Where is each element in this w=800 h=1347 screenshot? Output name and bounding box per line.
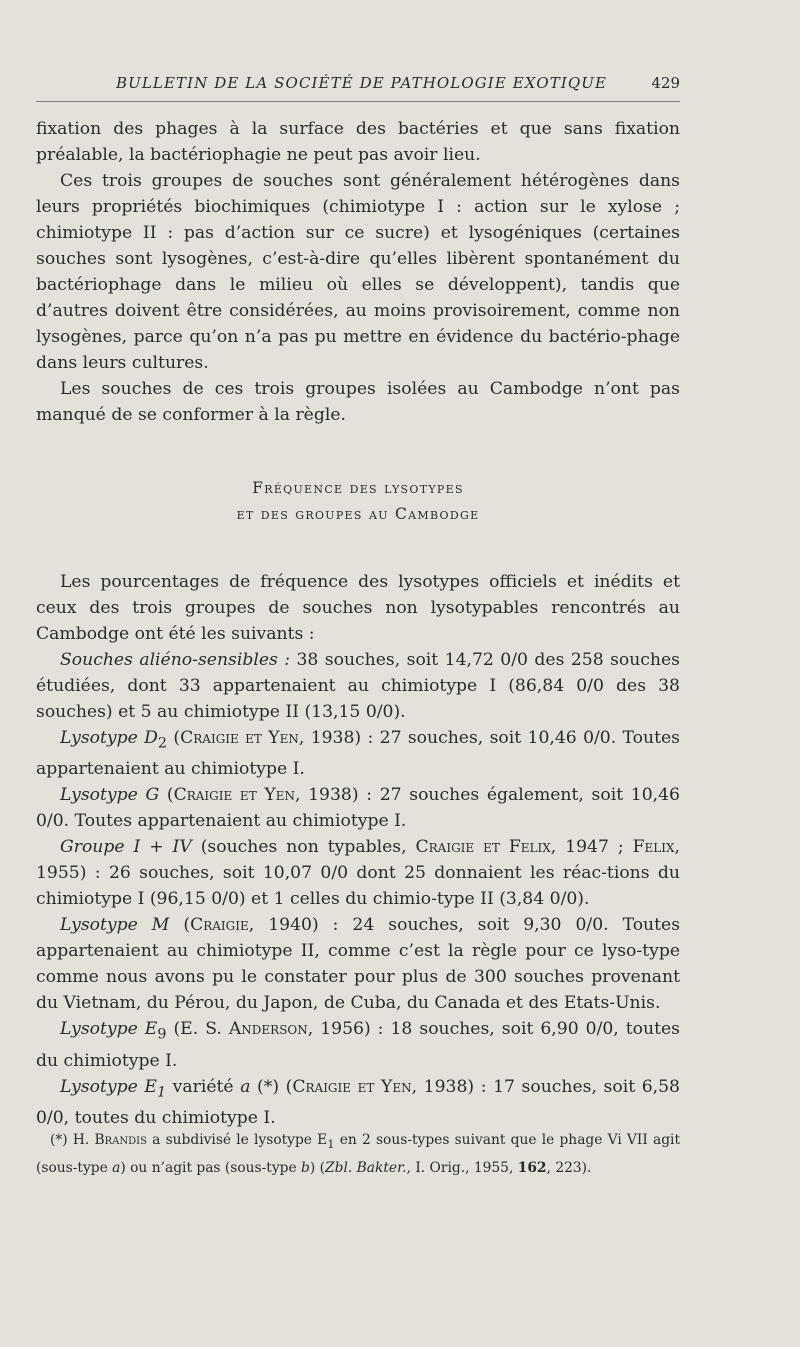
entry-author: Craigie [190, 915, 249, 936]
section-heading-line2: et des groupes au Cambodge [236, 505, 480, 523]
entry-text: , 1938) : 27 souches également, soit 10,46 0/0. Toutes appartenaient au chimiotype I. [36, 785, 680, 832]
entry-author: Craigie et Felix [415, 837, 551, 858]
entry-text: , 1938) : 17 souches, soit 6,58 0/0, toutes du chimiotype I. [36, 1076, 680, 1129]
entry-text: , 1938) : 27 souches, soit 10,46 0/0. Toutes appartenaient au chimiotype I. [36, 728, 681, 780]
footnote-part: a subdivisé le lysotype E [146, 1132, 328, 1148]
footnote-part: , I. Orig., 1955, [406, 1159, 518, 1176]
paragraph: Les souches de ces trois groupes isolées au Cambodge n’ont pas manqué de se conformer à la règle. [36, 379, 680, 425]
footnote-subscript: 1 [327, 1136, 335, 1151]
footnote-journal: Zbl. Bakter. [325, 1159, 407, 1176]
entry-label: Groupe I + IV [60, 837, 192, 858]
footnote-part: ) ou n’agit pas (sous-type [120, 1159, 302, 1176]
entry-label: Lysotype E [60, 1019, 158, 1040]
entry-text: , 1940) : 24 souches, soit 9,30 0/0. Toutes appartenaient au chimiotype II, comme c’est la règle pour ce lyso-type comme nous avons pu le constater pour plus de 300 souches provenant du Vietnam, du Pérou, du Japon, de Cuba, du Canada et des Etats-Unis. [36, 915, 681, 1014]
entry-text: , 1955) : 26 souches, soit 10,07 0/0 dont 25 donnaient les réac-tions du chimiotype I (96,15 0/0) et 1 celles du chimio-type II (3,84 0/0). [36, 837, 680, 910]
footnote-subtype-b: b [301, 1159, 310, 1176]
entry-subscript: 9 [157, 1026, 167, 1043]
entry-label: Lysotype E [60, 1076, 157, 1097]
footnote-part: en 2 sous-types suivant que le phage Vi VII agit (sous-type [36, 1132, 681, 1176]
entry-lysotype-e1a [36, 1074, 680, 1131]
body-text [36, 116, 680, 1131]
entry-lysotype-e9 [36, 1016, 680, 1073]
entry-text: 38 souches, soit 14,72 0/0 des 258 souches étudiées, dont 33 appartenaient au chimiotype I (86,84 0/0 des 38 souches) et 5 au chimiotype II (13,15 0/0). [36, 650, 680, 722]
entry-label: Lysotype M [60, 915, 170, 936]
entry-author: Felix [632, 837, 675, 858]
footnote-volume: 162 [517, 1159, 547, 1176]
footnote-text [36, 1128, 680, 1180]
entry-text: , 1956) : 18 souches, soit 6,90 0/0, toutes du chimiotype I. [36, 1019, 681, 1071]
entry-groupe-i-iv [36, 834, 680, 912]
running-header [36, 74, 680, 92]
footnote [36, 1128, 680, 1180]
entry-lysotype-d2 [36, 725, 680, 782]
footnote-part: , 223). [546, 1159, 592, 1176]
entry-text: ( [159, 785, 174, 806]
entry-subscript: 2 [157, 735, 168, 752]
entry-variety-letter: a [240, 1076, 251, 1097]
entry-text: , 1947 ; [550, 837, 633, 858]
entry-lysotype-g [36, 782, 680, 834]
journal-title: BULLETIN DE LA SOCIÉTÉ DE PATHOLOGIE EXOTIQUE [116, 74, 608, 92]
entry-text: (souches non typables, [191, 837, 416, 858]
paragraph: Ces trois groupes de souches sont généralement hétérogènes dans leurs propriétés biochimiques (chimiotype I : action sur le xylose ; chimiotype II : pas d’action sur ce sucre) et lysogéniques (certaines souches sont lysogènes, c’est-à-dire qu’elles libèrent spontanément du bactériophage dans le milieu où elles se développent), tandis que d’autres doivent être considérées, au moins provisoirement, comme non lysogènes, parce qu’on n’a pas pu mettre en évidence du bactério-phage dans leurs cultures. [36, 171, 680, 373]
entry-author: Craigie et Yen [180, 728, 299, 748]
page-number: 429 [651, 74, 680, 92]
entry-author: Craigie et Yen [173, 785, 295, 806]
entry-lysotype-m [36, 912, 680, 1016]
entry-text: ( [167, 728, 181, 748]
intro-paragraph: Les pourcentages de fréquence des lysotypes officiels et inédits et ceux des trois groupes de souches non lysotypables rencontrés au Cambodge ont été les suivants : [36, 572, 680, 644]
section-heading-line1: Fréquence des lysotypes [252, 479, 464, 497]
paragraph: fixation des phages à la surface des bactéries et que sans fixation préalable, la bactériophagie ne peut pas avoir lieu. [36, 119, 680, 165]
entry-label: Lysotype D [60, 728, 158, 748]
entry-text: (E. S. [166, 1019, 229, 1040]
footnote-subtype-a: a [112, 1159, 121, 1176]
entry-author: Anderson [228, 1019, 308, 1040]
entry-author: Craigie et Yen [292, 1076, 412, 1097]
entry-text: variété [166, 1076, 241, 1097]
entry-subscript: 1 [156, 1084, 167, 1101]
footnote-mark: (*) H. [50, 1132, 95, 1148]
entry-text: ( [169, 915, 191, 936]
entry-alieno-sensibles [36, 647, 680, 725]
footnote-author: Brandis [94, 1132, 147, 1148]
entry-label: Lysotype G [60, 785, 160, 806]
header-rule [36, 101, 680, 102]
entry-label: Souches aliéno-sensibles : [60, 650, 291, 670]
section-heading [36, 475, 680, 527]
footnote-part: ) ( [309, 1159, 326, 1176]
entry-text: (*) ( [250, 1076, 293, 1097]
